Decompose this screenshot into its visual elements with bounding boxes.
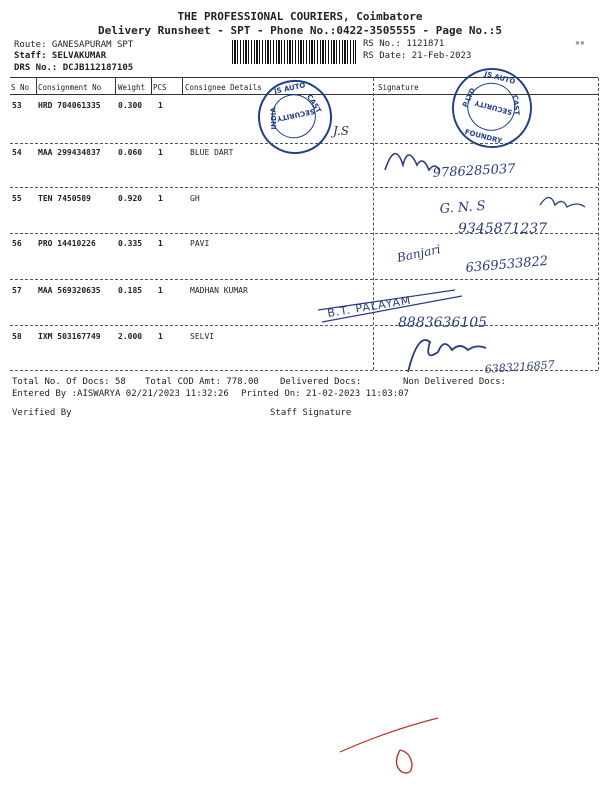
- handwritten-name: G. N. S: [439, 198, 487, 217]
- handwritten-phone: 9345871237: [458, 221, 548, 237]
- row-pcs: 1: [158, 332, 163, 341]
- row-consignment: HRD 704061335: [38, 101, 101, 110]
- row-sno: 53: [12, 101, 22, 110]
- row-consignment: TEN 7450589: [38, 194, 91, 203]
- document-title: THE PROFESSIONAL COURIERS, Coimbatore: [177, 10, 423, 23]
- col-header-consignee: Consignee Details: [185, 83, 262, 92]
- col-header-pcs: PCS: [153, 83, 167, 92]
- non-delivered-docs: Non Delivered Docs:: [403, 377, 506, 387]
- stamp-security-text: SECURITY: [473, 98, 514, 117]
- staff-label: Staff: SELVAKUMAR: [14, 51, 107, 61]
- total-docs: Total No. Of Docs: 58: [12, 377, 126, 387]
- verified-by: Verified By: [12, 408, 72, 418]
- row-sno: 57: [12, 286, 22, 295]
- handwritten-initials: J.S: [333, 124, 349, 138]
- row-consignment: IXM 503167749: [38, 332, 101, 341]
- col-header-signature: Signature: [378, 83, 419, 92]
- row-weight: 0.920: [118, 194, 143, 203]
- row-weight: 0.185: [118, 286, 143, 295]
- printed-on: Printed On: 21-02-2023 11:03:07: [241, 389, 409, 399]
- row-consignment: MAA 299434837: [38, 148, 101, 157]
- route-label: Route: GANESAPURAM SPT: [14, 40, 134, 50]
- company-stamp-left: JS AUTO INDIA CAST SECURITY: [251, 73, 339, 161]
- handwritten-phone: 6369533822: [465, 253, 549, 276]
- handwritten-phone: 8883636105: [398, 315, 488, 331]
- handwritten-phone: 6383216857: [484, 358, 556, 376]
- row-pcs: 1: [158, 101, 163, 110]
- row-consignee: PAVI: [190, 239, 210, 248]
- row-pcs: 1: [158, 239, 163, 248]
- row-pcs: 1: [158, 148, 163, 157]
- stamp-security-text: SECURITY: [276, 106, 316, 123]
- row-sno: 54: [12, 148, 22, 157]
- row-weight: 0.335: [118, 239, 143, 248]
- red-pen-mark: [396, 750, 412, 773]
- rs-date: RS Date: 21-Feb-2023: [363, 51, 472, 61]
- col-header-consignment: Consignment No: [38, 83, 102, 92]
- row-consignment: MAA 569320635: [38, 286, 101, 295]
- row-pcs: 1: [158, 286, 163, 295]
- col-header-sno: S No: [11, 83, 30, 92]
- drs-number: DRS No.: DCJB112187105: [14, 63, 134, 73]
- signature-scribble: [408, 340, 486, 372]
- row-sno: 58: [12, 332, 22, 341]
- row-consignee: MADHAN KUMAR: [190, 286, 248, 295]
- row-consignee: GH: [190, 194, 200, 203]
- red-pen-stroke: [340, 718, 438, 752]
- col-header-weight: Weight: [118, 83, 146, 92]
- row-weight: 0.060: [118, 148, 143, 157]
- handwritten-name: Banjari: [395, 242, 442, 265]
- row-consignment: PRO 14410226: [38, 239, 96, 248]
- signature-scribble: [540, 198, 585, 208]
- row-consignee: BLUE DART: [190, 148, 234, 157]
- corner-mark: ▪▪: [575, 38, 585, 47]
- row-sno: 55: [12, 194, 22, 203]
- row-weight: 2.000: [118, 332, 143, 341]
- staff-signature: Staff Signature: [270, 408, 352, 418]
- company-stamp-right: JS AUTO CAST FOUNDRY P.LTD SECURITY: [443, 59, 541, 157]
- signature-scribble: [385, 154, 439, 170]
- document-subtitle: Delivery Runsheet - SPT - Phone No.:0422-3505555 - Page No.:5: [98, 24, 502, 37]
- row-sno: 56: [12, 239, 22, 248]
- handwritten-phone: 9786285037: [432, 161, 516, 181]
- row-consignee: SELVI: [190, 332, 215, 341]
- row-weight: 0.300: [118, 101, 143, 110]
- total-cod: Total COD Amt: 778.00: [145, 377, 259, 387]
- row-pcs: 1: [158, 194, 163, 203]
- delivered-docs: Delivered Docs:: [280, 377, 362, 387]
- handwritten-place: B.T. PALAYAM: [326, 293, 413, 320]
- entered-by: Entered By :AISWARYA 02/21/2023 11:32:26: [12, 389, 229, 399]
- rs-number: RS No.: 1121871: [363, 39, 445, 49]
